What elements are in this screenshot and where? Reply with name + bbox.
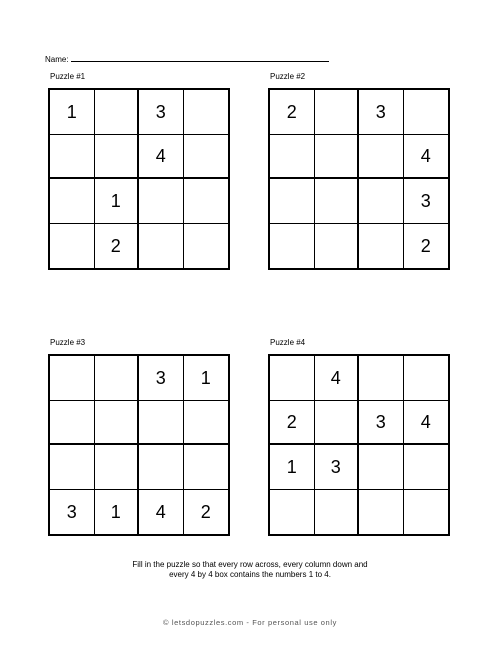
sudoku-grid <box>268 354 450 536</box>
sudoku-cell: 4 <box>139 135 184 180</box>
sudoku-cell <box>139 445 184 490</box>
sudoku-cell: 2 <box>95 224 140 269</box>
sudoku-cell <box>270 179 315 224</box>
sudoku-cell: 3 <box>139 90 184 135</box>
sudoku-cell: 3 <box>359 90 404 135</box>
sudoku-cell <box>404 445 449 490</box>
sudoku-grid <box>268 88 450 270</box>
sudoku-cell: 3 <box>139 356 184 401</box>
sudoku-cell <box>359 445 404 490</box>
sudoku-cell: 1 <box>95 179 140 224</box>
sudoku-cell: 1 <box>270 445 315 490</box>
sudoku-cell <box>315 401 360 446</box>
sudoku-cell <box>315 135 360 180</box>
puzzle-title: Puzzle #3 <box>50 338 86 347</box>
sudoku-cell: 2 <box>200 501 211 522</box>
sudoku-cell <box>184 179 229 224</box>
puzzle-title: Puzzle #4 <box>270 338 306 347</box>
sudoku-cell <box>95 356 140 401</box>
sudoku-cell <box>270 135 315 180</box>
sudoku-cell <box>270 224 315 269</box>
sudoku-cell <box>359 224 404 269</box>
puzzle-3 <box>48 338 230 536</box>
sudoku-cell <box>184 135 229 180</box>
name-field <box>45 53 329 65</box>
sudoku-cell <box>95 135 140 180</box>
puzzle-1 <box>48 72 230 270</box>
sudoku-cell <box>95 90 140 135</box>
instructions <box>0 560 500 580</box>
sudoku-cell <box>359 179 404 224</box>
sudoku-cell <box>50 445 95 490</box>
sudoku-cell: 1 <box>95 490 140 535</box>
sudoku-cell: 3 <box>315 445 360 490</box>
sudoku-cell <box>404 490 449 535</box>
sudoku-cell <box>404 356 449 401</box>
sudoku-cell <box>315 224 360 269</box>
sudoku-cell: 2 <box>420 235 431 256</box>
sudoku-cell: 4 <box>139 490 184 535</box>
sudoku-cell <box>184 90 229 135</box>
sudoku-cell <box>139 179 184 224</box>
sudoku-cell: 4 <box>404 401 449 446</box>
name-label: Name: <box>45 55 69 64</box>
sudoku-cell <box>95 445 140 490</box>
puzzle-title: Puzzle #2 <box>270 72 306 81</box>
sudoku-cell <box>270 490 315 535</box>
sudoku-cell: 3 <box>404 179 449 224</box>
sudoku-cell <box>50 401 95 446</box>
instructions-line-1: Fill in the puzzle so that every row across, every column down and <box>132 560 368 569</box>
sudoku-cell <box>50 224 95 269</box>
name-underline <box>71 53 329 62</box>
sudoku-cell: 4 <box>315 356 360 401</box>
sudoku-cell <box>359 490 404 535</box>
sudoku-cell: 3 <box>50 490 95 535</box>
sudoku-cell <box>50 356 95 401</box>
sudoku-grid <box>48 354 230 536</box>
sudoku-cell <box>184 401 229 446</box>
sudoku-cell <box>315 90 360 135</box>
sudoku-cell: 1 <box>50 90 95 135</box>
sudoku-cell: 4 <box>404 135 449 180</box>
sudoku-cell <box>184 445 229 490</box>
sudoku-cell: 2 <box>270 90 315 135</box>
sudoku-cell <box>139 401 184 446</box>
footer-copyright: © letsdopuzzles.com - For personal use only <box>163 618 337 627</box>
sudoku-cell <box>359 356 404 401</box>
sudoku-cell <box>359 135 404 180</box>
puzzle-title: Puzzle #1 <box>50 72 86 81</box>
sudoku-cell <box>315 490 360 535</box>
sudoku-cell: 2 <box>270 401 315 446</box>
sudoku-cell <box>315 179 360 224</box>
sudoku-grid <box>48 88 230 270</box>
instructions-line-2: every 4 by 4 box contains the numbers 1 to 4. <box>169 570 331 579</box>
sudoku-cell <box>95 401 140 446</box>
sudoku-cell <box>50 135 95 180</box>
sudoku-cell <box>184 224 229 269</box>
puzzle-2 <box>268 72 450 270</box>
puzzle-4 <box>268 338 450 536</box>
sudoku-cell <box>270 356 315 401</box>
sudoku-cell: 3 <box>359 401 404 446</box>
sudoku-cell <box>139 224 184 269</box>
sudoku-cell <box>50 179 95 224</box>
sudoku-cell <box>404 90 449 135</box>
sudoku-cell: 1 <box>184 356 229 401</box>
